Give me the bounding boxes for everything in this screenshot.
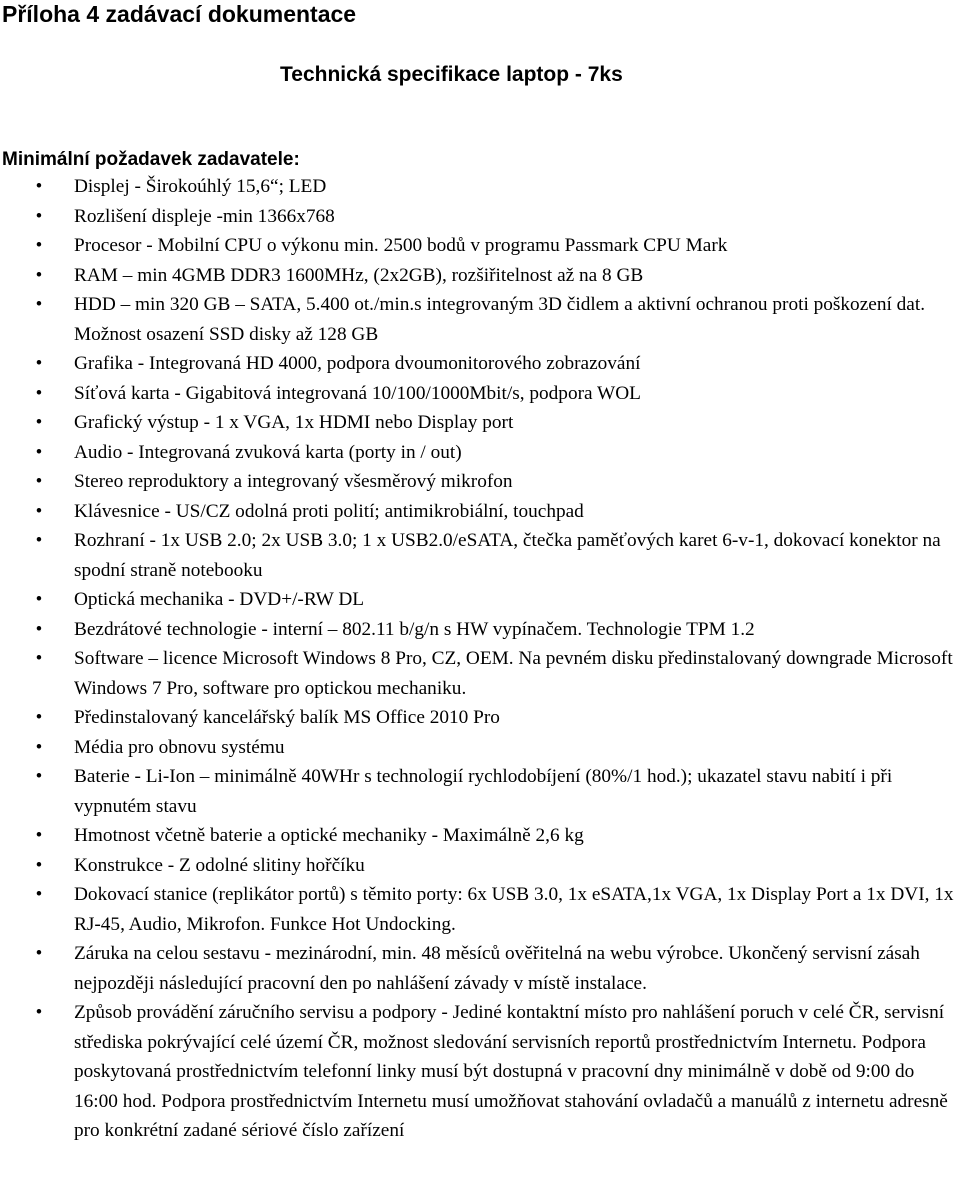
bullet-icon: • bbox=[35, 618, 43, 640]
requirement-item bbox=[0, 202, 960, 232]
bullet-icon: • bbox=[35, 1002, 43, 1023]
requirement-item bbox=[0, 998, 960, 1146]
requirement-text: Síťová karta - Gigabitová integrovaná 10/100/1000Mbit/s, podpora WOL bbox=[74, 382, 641, 404]
document-heading: Příloha 4 zadávací dokumentace bbox=[2, 1, 357, 27]
requirement-item bbox=[0, 880, 960, 939]
bullet-icon: • bbox=[35, 736, 43, 758]
requirement-text: Konstrukce - Z odolné slitiny hořčíku bbox=[74, 854, 365, 876]
bullet-icon: • bbox=[35, 471, 43, 492]
bullet-icon: • bbox=[35, 382, 43, 404]
bullet-icon: • bbox=[35, 294, 43, 315]
requirement-text: Hmotnost včetně baterie a optické mechaniky - Maximálně 2,6 kg bbox=[74, 825, 584, 846]
requirement-text: Rozlišení displeje -min 1366x768 bbox=[74, 205, 335, 227]
bullet-icon: • bbox=[35, 500, 43, 522]
requirement-text: Optická mechanika - DVD+/-RW DL bbox=[74, 589, 365, 610]
requirement-text: HDD – min 320 GB – SATA, 5.400 ot./min.s integrovaným 3D čidlem a aktivní ochranou proti poškození dat. Možnost osazení SSD disky až 128 GB bbox=[74, 294, 926, 345]
bullet-icon: • bbox=[35, 441, 43, 463]
requirement-item bbox=[0, 762, 960, 821]
bullet-icon: • bbox=[35, 176, 43, 197]
bullet-icon: • bbox=[35, 825, 43, 846]
requirement-item bbox=[0, 644, 960, 703]
requirement-item bbox=[0, 349, 960, 379]
bullet-icon: • bbox=[35, 943, 43, 964]
bullet-icon: • bbox=[35, 264, 43, 286]
requirement-text: Stereo reproduktory a integrovaný všesměrový mikrofon bbox=[74, 471, 513, 492]
requirement-item bbox=[0, 261, 960, 291]
bullet-icon: • bbox=[35, 235, 43, 256]
requirement-item bbox=[0, 615, 960, 645]
requirement-text: Displej - Širokoúhlý 15,6“; LED bbox=[74, 176, 327, 197]
requirement-item bbox=[0, 467, 960, 497]
bullet-icon: • bbox=[35, 884, 43, 905]
requirement-text: Média pro obnovu systému bbox=[74, 736, 285, 758]
requirement-item bbox=[0, 231, 960, 261]
requirements-subheading: Minimální požadavek zadavatele: bbox=[2, 149, 300, 170]
requirement-text: Způsob provádění záručního servisu a podpory - Jediné kontaktní místo pro nahlášení poruch v celé ČR, servisní střediska pokrývající celé území ČR, možnost sledování servisních reportů prostřednictvím Internetu. Podpora poskytovaná prostřednictvím telefonní linky musí být dostupná v pracovní dny minimálně v době od 9:00 do 16:00 hod. Podpora prostřednictvím Internetu musí umožňovat stahování ovladačů a manuálů z internetu adresně pro konkrétní zadané sériové číslo zařízení bbox=[74, 1002, 948, 1141]
requirement-text: Procesor - Mobilní CPU o výkonu min. 2500 bodů v programu Passmark CPU Mark bbox=[74, 235, 728, 256]
requirement-text: Záruka na celou sestavu - mezinárodní, min. 48 měsíců ověřitelná na webu výrobce. Ukončený servisní zásah nejpozději následující pracovní den po nahlášení závady v místě instalace. bbox=[74, 943, 920, 994]
requirement-item bbox=[0, 733, 960, 763]
requirement-text: Předinstalovaný kancelářský balík MS Office 2010 Pro bbox=[74, 707, 500, 728]
requirement-text: Audio - Integrovaná zvuková karta (porty in / out) bbox=[74, 441, 462, 463]
requirement-text: Grafický výstup - 1 x VGA, 1x HDMI nebo Display port bbox=[74, 412, 514, 433]
requirement-text: Grafika - Integrovaná HD 4000, podpora dvoumonitorového zobrazování bbox=[74, 353, 641, 374]
bullet-icon: • bbox=[35, 412, 43, 433]
requirements-list bbox=[0, 172, 960, 1146]
requirement-item bbox=[0, 408, 960, 438]
bullet-icon: • bbox=[35, 353, 43, 374]
requirement-item bbox=[0, 438, 960, 468]
requirement-item bbox=[0, 585, 960, 615]
requirement-item bbox=[0, 172, 960, 202]
bullet-icon: • bbox=[35, 854, 43, 876]
requirement-item bbox=[0, 290, 960, 349]
bullet-icon: • bbox=[35, 707, 43, 728]
requirement-item bbox=[0, 703, 960, 733]
requirement-text: Baterie - Li-Ion – minimálně 40WHr s technologií rychlodobíjení (80%/1 hod.); ukazatel stavu nabití i při vypnutém stavu bbox=[74, 766, 893, 817]
bullet-icon: • bbox=[35, 766, 43, 787]
bullet-icon: • bbox=[35, 589, 43, 610]
requirement-text: Dokovací stanice (replikátor portů) s těmito porty: 6x USB 3.0, 1x eSATA,1x VGA, 1x Display Port a 1x DVI, 1x RJ-45, Audio, Mikrofon. Funkce Hot Undocking. bbox=[74, 884, 954, 935]
requirement-text: Klávesnice - US/CZ odolná proti polití; antimikrobiální, touchpad bbox=[74, 500, 584, 522]
requirement-text: Rozhraní - 1x USB 2.0; 2x USB 3.0; 1 x USB2.0/eSATA, čtečka paměťových karet 6-v-1, dokovací konektor na spodní straně notebooku bbox=[74, 530, 941, 581]
requirement-text: Bezdrátové technologie - interní – 802.11 b/g/n s HW vypínačem. Technologie TPM 1.2 bbox=[74, 618, 755, 640]
requirement-item bbox=[0, 379, 960, 409]
requirement-item bbox=[0, 851, 960, 881]
bullet-icon: • bbox=[35, 648, 43, 669]
requirement-text: Software – licence Microsoft Windows 8 Pro, CZ, OEM. Na pevném disku předinstalovaný downgrade Microsoft Windows 7 Pro, software pro optickou mechaniku. bbox=[74, 648, 953, 699]
requirement-item bbox=[0, 821, 960, 851]
requirement-item bbox=[0, 526, 960, 585]
specification-title: Technická specifikace laptop - 7ks bbox=[280, 63, 623, 86]
requirement-item bbox=[0, 939, 960, 998]
bullet-icon: • bbox=[35, 205, 43, 227]
bullet-icon: • bbox=[35, 530, 43, 551]
requirement-text: RAM – min 4GMB DDR3 1600MHz, (2x2GB), rozšiřitelnost až na 8 GB bbox=[74, 264, 644, 286]
requirement-item bbox=[0, 497, 960, 527]
